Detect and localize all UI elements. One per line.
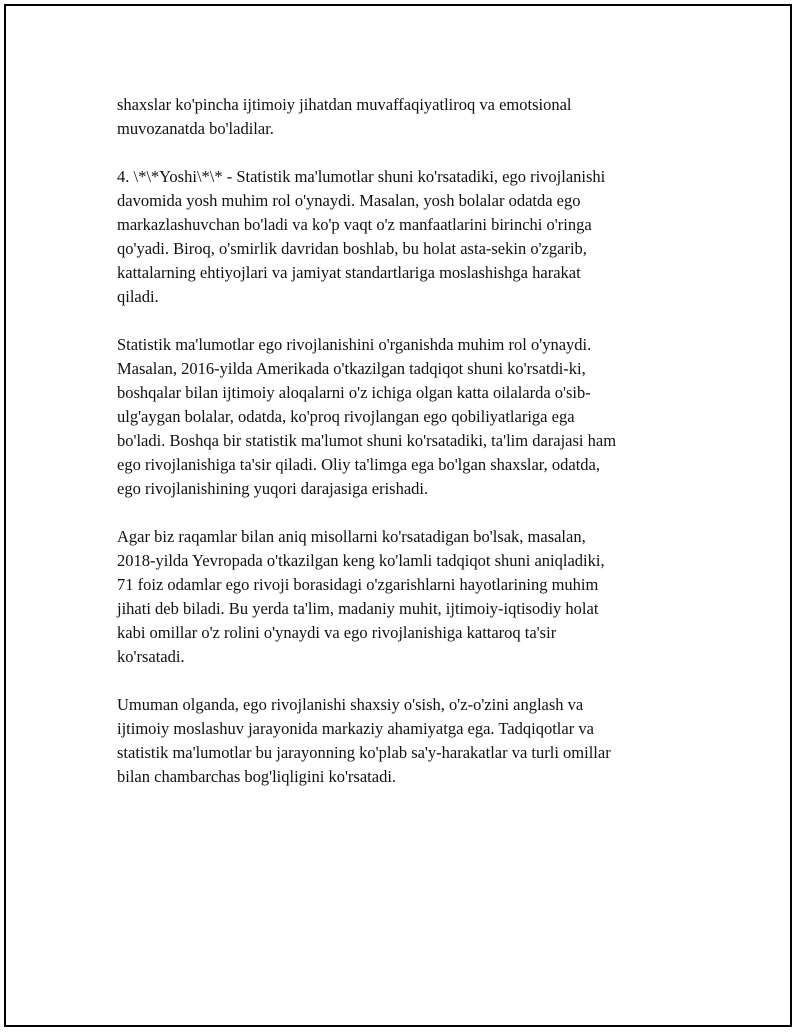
text-line: ko'rsatadi. bbox=[117, 647, 185, 666]
text-line: bilan chambarchas bog'liqligini ko'rsatadi. bbox=[117, 767, 397, 786]
paragraph-2 bbox=[117, 165, 677, 309]
text-line: shaxslar ko'pincha ijtimoiy jihatdan muvaffaqiyatliroq va emotsional bbox=[117, 95, 572, 114]
text-line: ulg'aygan bolalar, odatda, ko'proq rivojlangan ego qobiliyatlariga ega bbox=[117, 407, 575, 426]
text-line: 71 foiz odamlar ego rivoji borasidagi o'zgarishlarni hayotlarining muhim bbox=[117, 575, 599, 594]
paragraph-5 bbox=[117, 693, 677, 789]
text-line: qo'yadi. Biroq, o'smirlik davridan boshlab, bu holat asta-sekin o'zgarib, bbox=[117, 239, 587, 258]
text-line: davomida yosh muhim rol o'ynaydi. Masalan, yosh bolalar odatda ego bbox=[117, 191, 581, 210]
text-line: 4. \*\*Yoshi\*\* - Statistik ma'lumotlar shuni ko'rsatadiki, ego rivojlanishi bbox=[117, 167, 606, 186]
text-line: ijtimoiy moslashuv jarayonida markaziy ahamiyatga ega. Tadqiqotlar va bbox=[117, 719, 594, 738]
text-line: Statistik ma'lumotlar ego rivojlanishini o'rganishda muhim rol o'ynaydi. bbox=[117, 335, 592, 354]
paragraph-1 bbox=[117, 93, 677, 141]
text-line: Umuman olganda, ego rivojlanishi shaxsiy o'sish, o'z-o'zini anglash va bbox=[117, 695, 584, 714]
text-line: qiladi. bbox=[117, 287, 159, 306]
document-body bbox=[117, 93, 677, 813]
text-line: Agar biz raqamlar bilan aniq misollarni ko'rsatadigan bo'lsak, masalan, bbox=[117, 527, 586, 546]
text-line: boshqalar bilan ijtimoiy aloqalarni o'z ichiga olgan katta oilalarda o'sib- bbox=[117, 383, 591, 402]
text-line: 2018-yilda Yevropada o'tkazilgan keng ko'lamli tadqiqot shuni aniqladiki, bbox=[117, 551, 605, 570]
paragraph-3 bbox=[117, 333, 677, 501]
text-line: kabi omillar o'z rolini o'ynaydi va ego rivojlanishiga kattaroq ta'sir bbox=[117, 623, 557, 642]
text-line: bo'ladi. Boshqa bir statistik ma'lumot shuni ko'rsatadiki, ta'lim darajasi ham bbox=[117, 431, 617, 450]
text-line: jihati deb biladi. Bu yerda ta'lim, madaniy muhit, ijtimoiy-iqtisodiy holat bbox=[117, 599, 599, 618]
text-line: ego rivojlanishiga ta'sir qiladi. Oliy ta'limga ega bo'lgan shaxslar, odatda, bbox=[117, 455, 600, 474]
text-line: kattalarning ehtiyojlari va jamiyat standartlariga moslashishga harakat bbox=[117, 263, 581, 282]
text-line: markazlashuvchan bo'ladi va ko'p vaqt o'z manfaatlarini birinchi o'ringa bbox=[117, 215, 592, 234]
paragraph-4 bbox=[117, 525, 677, 669]
text-line: statistik ma'lumotlar bu jarayonning ko'plab sa'y-harakatlar va turli omillar bbox=[117, 743, 611, 762]
text-line: Masalan, 2016-yilda Amerikada o'tkazilgan tadqiqot shuni ko'rsatdi-ki, bbox=[117, 359, 586, 378]
text-line: muvozanatda bo'ladilar. bbox=[117, 119, 274, 138]
text-line: ego rivojlanishining yuqori darajasiga erishadi. bbox=[117, 479, 429, 498]
